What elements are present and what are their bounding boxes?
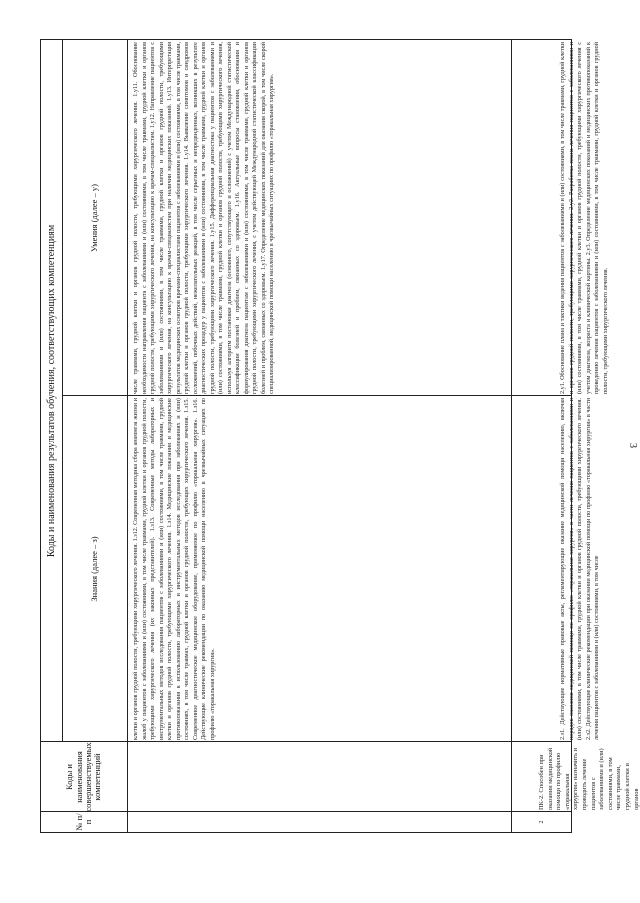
column-code [41,741,640,812]
column-number [41,811,571,832]
column-knowledge [62,395,600,742]
row1-skills: числе травмами, грудной клетки и органов грудной полости, требующими хирургического лечения. 1.у11. Обоснование необходимости направления пациента с заболеваниями и (или) состояниями, в том числе травмами, грудной клетки и органов грудной полости, требующими хирургического лечения, на консультацию к врачам-специалистам. 1.у12. Направление пациентов с заболеваниями и (или) состояниями, в том числе травмами, грудной клетки и органов грудной полости, требующими хирургического лечения, на консультацию к врачам-специалистам при наличии медицинских показаний. 1.у13. Интерпретация результатов медицинских осмотров врачами-специалистами пациентов с заболеваниями и (или) состояниями, в том числе травмами, грудной клетки и органов грудной полости, требующими хирургического лечения. 1.у14. Выявление симптомов и синдромов осложнений, побочных действий, нежелательных реакций, в том числе серьезных и непредвиденных, возникших в результате диагностических процедур у пациентов с заболеваниями и (или) состояниями, в том числе травмами, грудной клетки и органов грудной полости, требующими хирургического лечения. 1.у15. Дифференциальная диагностика у пациентов с заболеваниями и (или) состояниями, в том числе травмами, грудной клетки и органов грудной полости, требующими хирургического лечения, используя алгоритм постановки диагноза (основного, сопутствующего и осложнений) с учетом Международной статистической классификации болезней и проблем, связанных со здоровьем. 1.у16. Актуальные вопросы становления, обоснования и формулирования диагноза пациентам с заболеваниями и (или) состояниями, в том числе травмами, грудной клетки и органов грудной полости, требующими хирургического лечения, с учетом действующей Международной статистической классификации болезней и проблем, связанных со здоровьем. 1.у17. Определение медицинских показаний для оказания скорой, в том числе скорой специализированной, медицинской помощи населению в чрезвычайных ситуациях по профилю «торакальная хирургия». [132,42,275,394]
header-results-group: Коды и наименования результатов обучения, соответствующих компетенциям [41,40,63,742]
row2-number: 2 [538,820,545,824]
row2-knowledge: 2.з1. Действующие нормативные правовые акты, регламентирующие оказание медицинской помощи населению, включая порядок оказания медицинской помощи по профилю «торакальная хирургия» в части лечения пациентов с заболеваниями и (или) состояниями, в том числе травмами, грудной клетки и органов грудной полости, требующими хирургического лечения. 2.з2. Действующие клинические рекомендации при оказании медицинской помощи по профилю «торакальная хирургия» в части лечения пациентов с заболеваниями и (или) состояниями, в том числе [559,398,600,740]
row2-skills: 2.у1. Обоснование плана и тактики ведения пациентов с заболеваниями и (или) состояниями, в том числе травмами, грудной клетки и органов грудной полости, требующими хирургического лечения. 2.у2. Разработка плана лечения пациентов с заболеваниями и (или) состояниями, в том числе травмами, грудной клетки и органов грудной полости, требующими хирургического лечения с учетом диагноза, возраста и клинической картины. 2.у3. Определение медицинских показаний и медицинских противопоказаний к проведению лечения пациентов с заболеваниями и (или) состояниями, в том числе травмами, грудной клетки и органов грудной полости, требующими хирургического лечения. [559,42,609,394]
header-code: Коды и наименования совершенствуемых компетенций [41,742,128,812]
row1-knowledge: клетки и органов грудной полости, требующими хирургического лечения. 1.з12. Современная методика сбора анамнеза жизни и жалоб у пациентов с заболеваниями и (или) состояниями, в том числе травмами, грудной клетки и органов грудной полости, требующими хирургического лечения (их законных представителей). 1.з13. Современные методы лабораторных и инструментальных методов исследования пациентов с заболеваниями и (или) состояниями, в том числе травмами, грудной клетки и органов грудной полости, требующими хирургического лечения. 1.з14. Медицинские показания и медицинские противопоказания к использованию лабораторных и инструментальных методов исследования при заболеваниях и (или) состояниях, в том числе травмах, грудной клетки и органов грудной полости, требующих хирургического лечения. 1.з15. Современное диагностическое медицинское оборудование, применяемое по профилю «торакальная хирургия». 1.з16. Действующие клинические рекомендации по оказанию медицинской помощи населению в чрезвычайных ситуациях по профилю «торакальная хирургия». [132,398,216,740]
column-skills [62,40,609,396]
competency-table [40,39,640,833]
header-skills: Умения (далее – у) [62,40,128,396]
row-separator [511,40,512,832]
page-number: 3 [627,443,638,448]
header-number: № п/п [41,812,128,832]
row2-code: ПК-2. Способен при оказании медицинской помощи по профилю «торакальная хирургия» назначить и проводить лечение пациентов с заболеваниями и (или) состояниями, в том числе травмами, грудной клетки и органов [538,747,640,810]
header-knowledge: Знания (далее – з) [62,396,128,742]
